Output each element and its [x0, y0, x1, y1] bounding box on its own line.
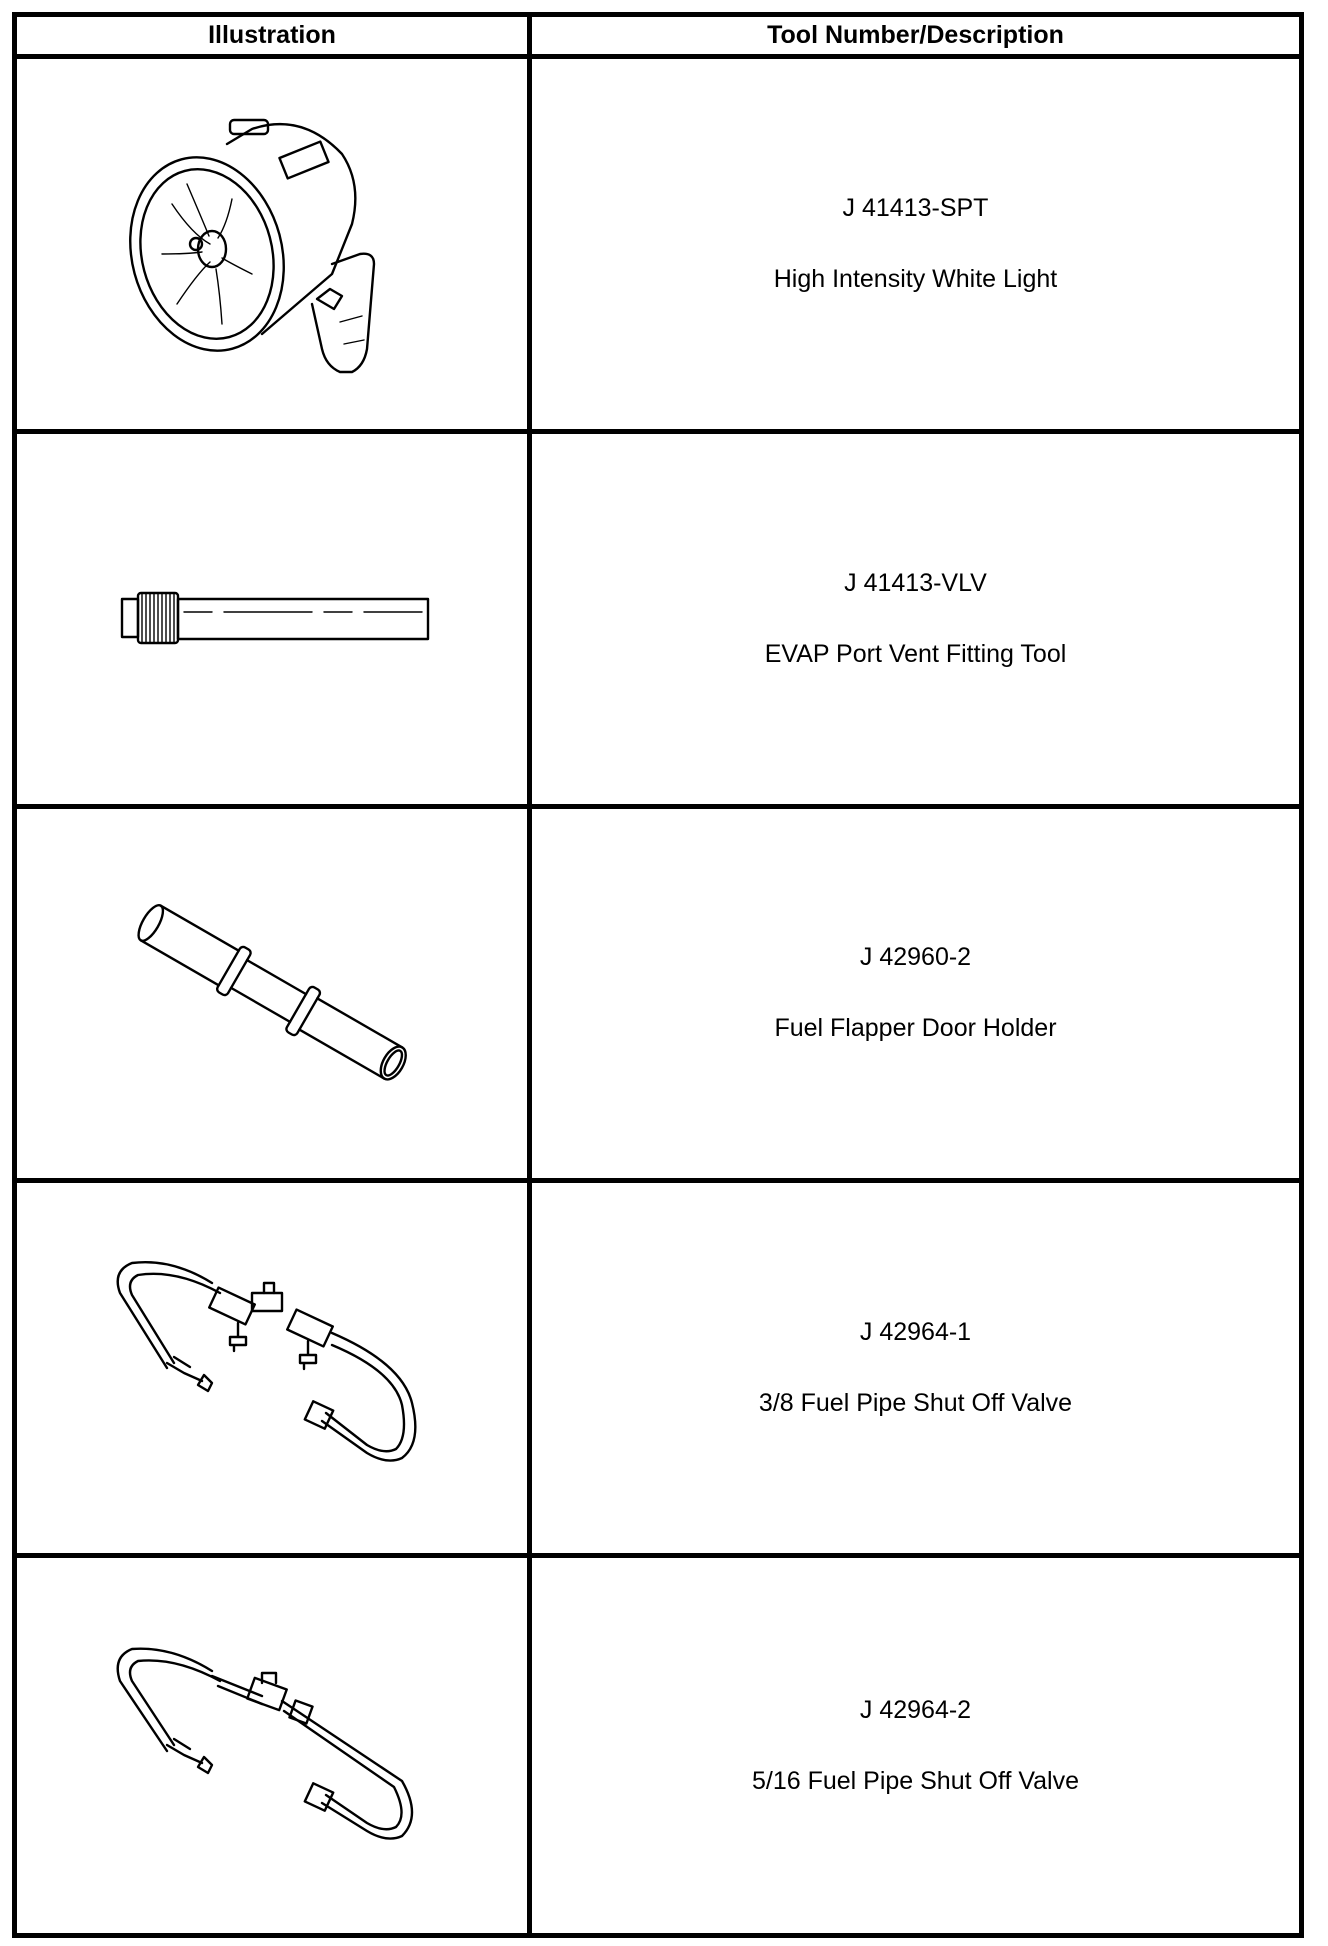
special-tools-table — [12, 12, 1304, 1938]
description-cell — [532, 59, 1299, 434]
illustration-cell — [17, 59, 532, 434]
header-illustration: Illustration — [17, 17, 532, 59]
tool-description: 5/16 Fuel Pipe Shut Off Valve — [751, 1766, 1080, 1795]
illustration-cell — [17, 809, 532, 1184]
tool-description: High Intensity White Light — [773, 264, 1058, 293]
illustration-cell — [17, 434, 532, 809]
shutoff-valve-icon — [112, 1253, 432, 1483]
tool-number: J 41413-SPT — [842, 193, 989, 222]
illustration-cell — [17, 1183, 532, 1558]
tool-number: J 42964-2 — [859, 1695, 972, 1724]
door-holder-icon — [112, 883, 432, 1103]
illustration-cell — [17, 1558, 532, 1933]
tool-number: J 42960-2 — [859, 943, 972, 972]
tool-description: 3/8 Fuel Pipe Shut Off Valve — [758, 1389, 1073, 1418]
vent-fitting-tool-icon — [112, 579, 432, 659]
tool-description: EVAP Port Vent Fitting Tool — [764, 639, 1067, 668]
tool-number: J 41413-VLV — [844, 568, 987, 597]
description-cell — [532, 1558, 1299, 1933]
header-tool-description: Tool Number/Description — [532, 17, 1299, 59]
spotlight-icon — [112, 104, 432, 384]
shutoff-valve-icon — [112, 1631, 432, 1861]
tool-description: Fuel Flapper Door Holder — [774, 1014, 1057, 1043]
tool-number: J 42964-1 — [859, 1318, 972, 1347]
description-cell — [532, 1183, 1299, 1558]
description-cell — [532, 434, 1299, 809]
description-cell — [532, 809, 1299, 1184]
